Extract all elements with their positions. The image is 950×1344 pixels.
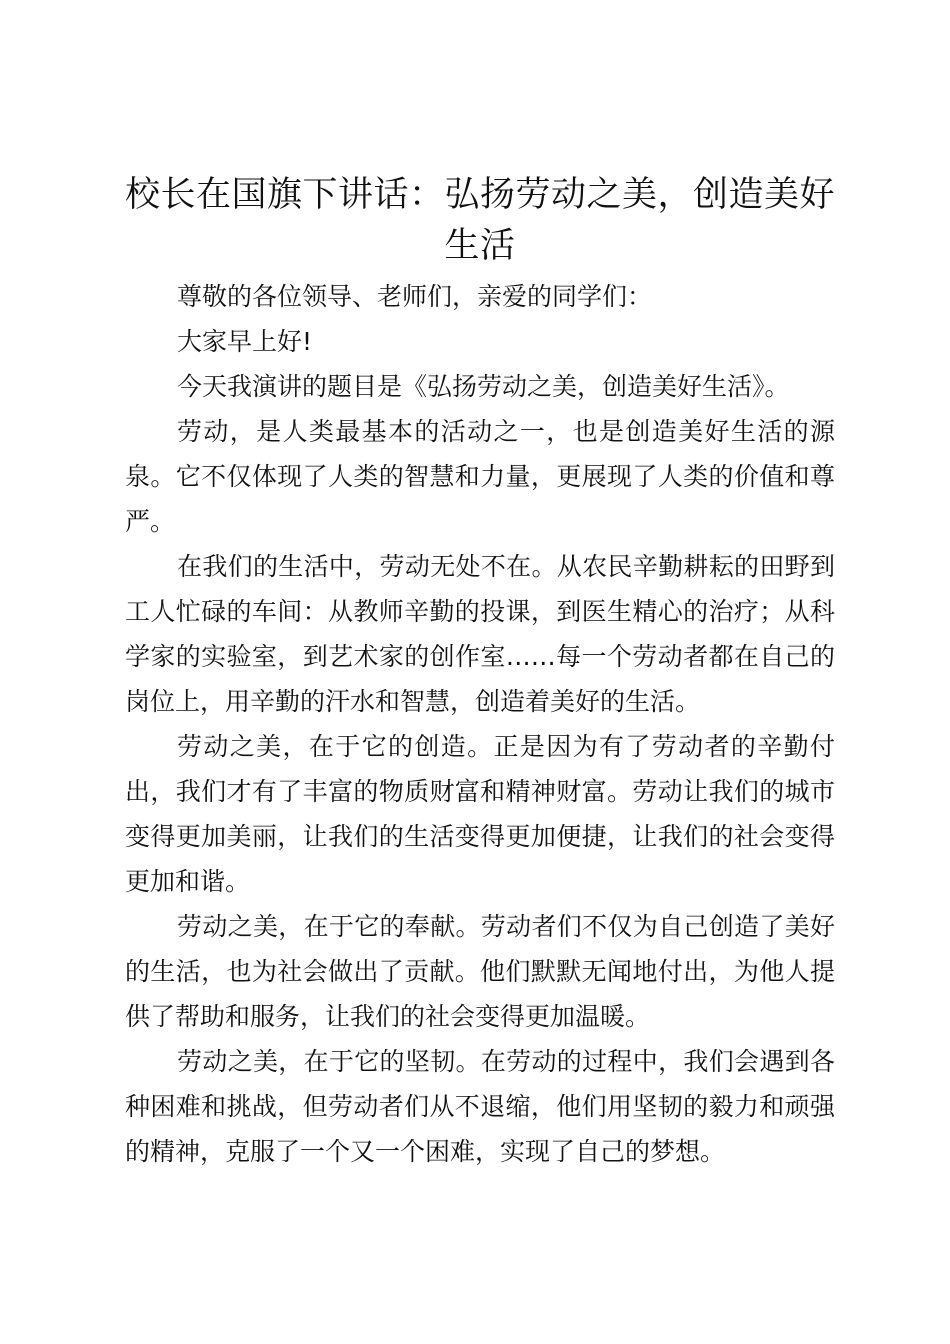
body-paragraph: 劳动之美，在于它的坚韧。在劳动的过程中，我们会遇到各种困难和挑战，但劳动者们从不退缩，他们用坚韧的毅力和顽强的精神，克服了一个又一个困难，实现了自己的梦想。 [125, 1047, 835, 1166]
body-paragraph: 在我们的生活中，劳动无处不在。从农民辛勤耕耘的田野到工人忙碌的车间：从教师辛勤的投课，到医生精心的治疗；从科学家的实验室，到艺术家的创作室……每一个劳动者都在自己的岗位上，用辛勤的汗水和智慧，创造着美好的生活。 [125, 552, 835, 716]
body-paragraph: 劳动，是人类最基本的活动之一，也是创造美好生活的源泉。它不仅体现了人类的智慧和力量，更展现了人类的价值和尊严。 [125, 417, 835, 536]
topic-paragraph: 今天我演讲的题目是《弘扬劳动之美，创造美好生活》。 [177, 372, 790, 401]
greeting-paragraph: 尊敬的各位领导、老师们，亲爱的同学们： [177, 282, 653, 311]
document-title: 校长在国旗下讲话：弘扬劳动之美，创造美好生活 [124, 175, 835, 266]
body-paragraph: 劳动之美，在于它的奉献。劳动者们不仅为自己创造了美好的生活，也为社会做出了贡献。他们默默无闻地付出，为他人提供了帮助和服务，让我们的社会变得更加温暖。 [125, 912, 835, 1031]
salutation-paragraph: 大家早上好! [177, 327, 313, 356]
body-paragraph: 劳动之美，在于它的创造。正是因为有了劳动者的辛勤付出，我们才有了丰富的物质财富和精神财富。劳动让我们的城市变得更加美丽，让我们的生活变得更加便捷，让我们的社会变得更加和谐。 [125, 732, 835, 896]
document-body [125, 274, 835, 1174]
